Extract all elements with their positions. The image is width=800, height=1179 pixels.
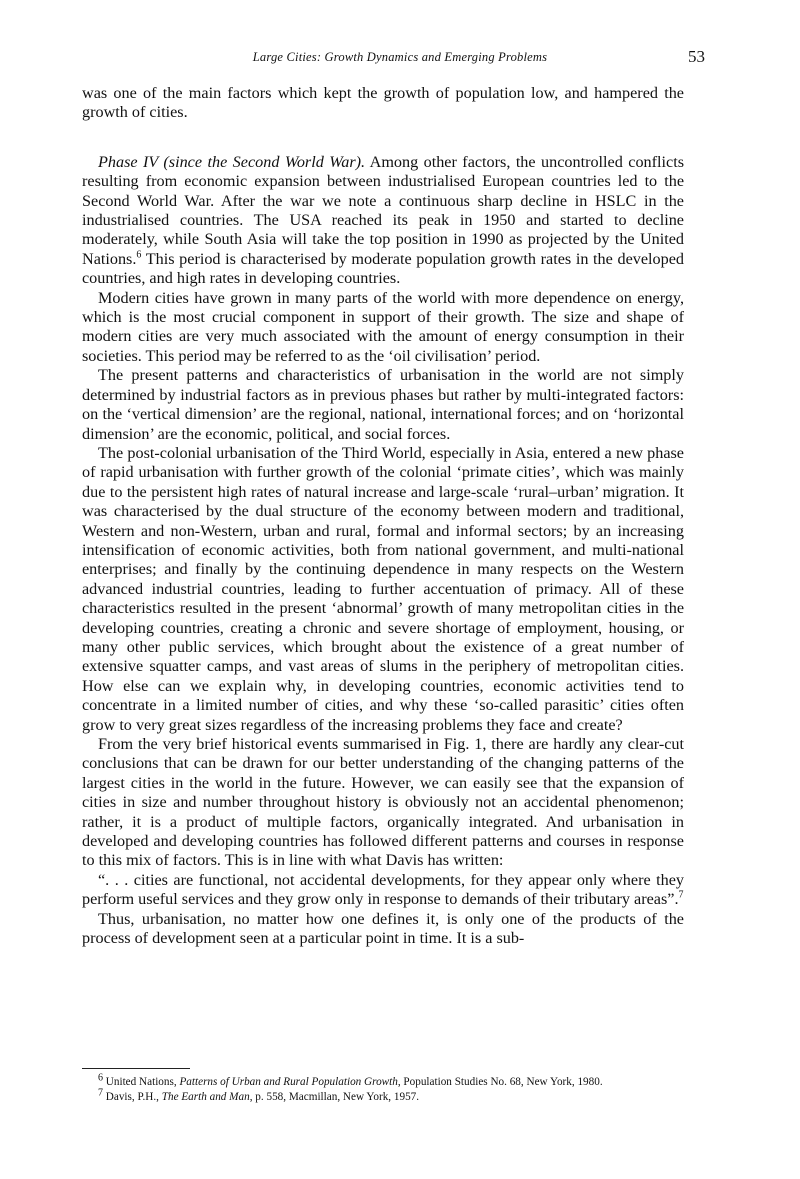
- footnote-6: [82, 1072, 684, 1090]
- body-text: [82, 84, 684, 948]
- quote-text: “. . . cities are functional, not accidental developments, for they appear only where they perform useful services and they grow only in response to demands of their tributary areas”.: [82, 870, 684, 909]
- footnotes: [82, 1072, 684, 1105]
- footnote-7-details: , p. 558, Macmillan, New York, 1957.: [249, 1091, 420, 1103]
- footnote-7-mark: 7: [98, 1087, 103, 1099]
- footnote-7-title: The Earth and Man: [161, 1091, 250, 1103]
- footnote-6-title: Patterns of Urban and Rural Population Growth: [179, 1076, 398, 1088]
- footnote-ref-6: 6: [136, 249, 142, 261]
- phase-iv-text-b: This period is characterised by moderate population growth rates in the developed countries, and high rates in developing countries.: [82, 249, 684, 288]
- paragraph-continued: was one of the main factors which kept the growth of population low, and hampered the growth of cities.: [82, 84, 684, 122]
- page-number: 53: [688, 47, 705, 66]
- footnote-7: [82, 1087, 684, 1105]
- block-quote-davis: [82, 871, 684, 910]
- paragraph-historical-events: From the very brief historical events summarised in Fig. 1, there are hardly any clear-cut conclusions that can be drawn for our better understanding of the changing patterns of the largest cities in the world in the future. However, we can easily see that the expansion of cities in size and number throughout history is obviously not an accidental phenomenon; rather, it is a product of multiple factors, organically integrated. And urbanisation in developed and developing countries has followed different patterns and courses in response to this mix of factors. This is in line with what Davis has written:: [82, 735, 684, 870]
- paragraph-phase-iv: [82, 153, 684, 289]
- paragraph-post-colonial: The post-colonial urbanisation of the Third World, especially in Asia, entered a new phase of rapid urbanisation with further growth of the colonial ‘primate cities’, which was mainly due to the persistent high rates of natural increase and large-scale ‘rural–urban’ migration. It was characterised by the dual structure of the economy between modern and traditional, Western and non-Western, urban and rural, formal and informal sectors; by an increasing intensification of economic activities, both from national government, and multi-national enterprises; and finally by the continuing dependence in many respects on the Western advanced industrial countries, leading to further accentuation of primacy. All of these characteristics resulted in the present ‘abnormal’ growth of many metropolitan cities in the developing countries, creating a chronic and severe shortage of employment, housing, or many other public services, which brought about the existence of a great number of extensive squatter camps, and vast areas of slums in the periphery of metropolitan cities. How else can we explain why, in developing countries, economic activities tend to concentrate in a limited number of cities, and why these ‘so-called parasitic’ cities often grow to very great sizes regardless of the increasing problems they face and create?: [82, 443, 684, 734]
- paragraph-urbanisation: Thus, urbanisation, no matter how one defines it, is only one of the products of the process of development seen at a particular point in time. It is a sub-: [82, 909, 684, 948]
- footnote-7-author: Davis, P.H.,: [103, 1091, 162, 1103]
- phase-iv-heading: Phase IV (since the Second World War).: [98, 152, 366, 171]
- phase-iv-text-a: Among other factors, the uncontrolled conflicts resulting from economic expansion between industrialised European countries led to the Second World War. After the war we note a continuous sharp decline in HSLC in the industrialised countries. The USA reached its peak in 1950 and started to decline moderately, while South Asia will take the top position in 1990 as projected by the United Nations.: [82, 152, 684, 268]
- footnote-6-details: , Population Studies No. 68, New York, 1980.: [397, 1076, 603, 1088]
- paragraph-modern-cities: Modern cities have grown in many parts of the world with more dependence on energy, which is the most crucial component in support of their growth. The size and shape of modern cities are very much associated with the amount of energy consumption in their societies. This period may be referred to as the ‘oil civilisation’ period.: [82, 288, 684, 365]
- footnote-ref-7: 7: [678, 889, 684, 901]
- footnote-6-author: United Nations,: [103, 1076, 180, 1088]
- footnote-divider: [82, 1068, 190, 1069]
- running-head: Large Cities: Growth Dynamics and Emerging Problems: [252, 50, 548, 64]
- footnote-6-mark: 6: [98, 1072, 103, 1084]
- paragraph-present-patterns: The present patterns and characteristics of urbanisation in the world are not simply determined by industrial factors as in previous phases but rather by multi-integrated factors: on the ‘vertical dimension’ are the regional, national, international forces; and on ‘horizontal dimension’ are the economic, political, and social forces.: [82, 366, 684, 443]
